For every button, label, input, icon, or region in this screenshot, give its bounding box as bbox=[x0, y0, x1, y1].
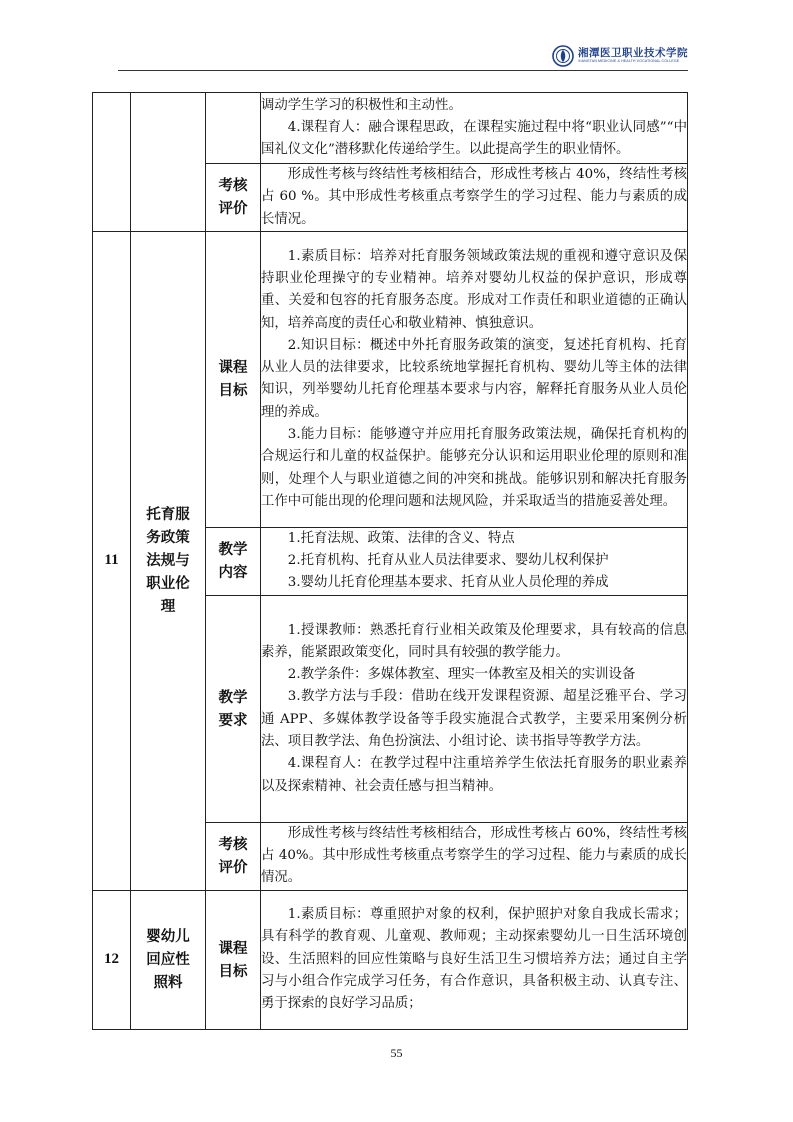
paragraph: 2.教学条件：多媒体教室、理实一体教室及相关的实训设备 bbox=[287, 667, 636, 683]
assessment-text bbox=[261, 164, 688, 232]
paragraph: 2.知识目标：概述中外托育服务政策的演变，复述托育机构、托育从业人员的法律要求，比较系统地掌握托育机构、婴幼儿等主体的法律知识，列举婴幼儿托育伦理基本要求与内容，解释托育服务从业人员伦理的养成。 bbox=[261, 337, 687, 420]
teaching-requirements-label: 教学 要求 bbox=[206, 595, 261, 822]
paragraph: 形成性考核与终结性考核相结合，形成性考核占 60%，终结性考核占 40%。其中形成性考核重点考察学生的学习过程、能力与素质的成长情况。 bbox=[261, 825, 687, 886]
table-row bbox=[93, 890, 688, 1029]
paragraph: 1.素质目标：培养对托育服务领域政策法规的重视和遵守意识及保持职业伦理操守的专业精神。培养对婴幼儿权益的保护意识，形成尊重、关爱和包容的托育服务态度。形成对工作责任和职业道德的正确认知，培养高度的责任心和敬业精神、慎独意识。 bbox=[261, 248, 687, 331]
paragraph: 1.托育法规、政策、法律的含义、特点 bbox=[287, 530, 515, 546]
assessment-text bbox=[261, 822, 688, 890]
course-table bbox=[92, 92, 688, 1030]
header-rule bbox=[118, 70, 688, 71]
paragraph: 3.能力目标：能够遵守并应用托育服务政策法规，确保托育机构的合规运行和儿童的权益保护。能够充分认识和运用职业伦理的原则和准则，处理个人与职业道德之间的冲突和挑战。能够识别和解决托育服务工作中可能出现的伦理问题和法规风险，并采取适当的措施妥善处理。 bbox=[261, 426, 687, 509]
teaching-requirements-continued bbox=[261, 93, 688, 164]
paragraph: 1.素质目标：尊重照护对象的权利，保护照护对象自我成长需求；具有科学的教育观、儿童观、教师观；主动探索婴幼儿一日生活环境创设、生活照料的回应性策略与良好生活卫生习惯培养方法；通过自主学习与小组合作完成学习任务，有合作意识，具备积极主动、认真专注、勇于探索的良好学习品质； bbox=[261, 906, 687, 1012]
course-goals-text bbox=[261, 890, 688, 1029]
college-emblem-icon bbox=[552, 45, 574, 67]
page-number: 55 bbox=[390, 1046, 403, 1060]
assessment-label: 考核 评价 bbox=[206, 822, 261, 890]
paragraph: 4.课程育人：在教学过程中注重培养学生依法托育服务的职业素养以及探索精神、社会责任感与担当精神。 bbox=[261, 756, 687, 794]
paragraph: 调动学生学习的积极性和主动性。 bbox=[261, 97, 462, 113]
assessment-label: 考核 评价 bbox=[206, 164, 261, 232]
paragraph: 3.教学方法与手段：借助在线开发课程资源、超星泛雅平台、学习通 APP、多媒体教学设备等手段实施混合式教学，主要采用案例分析法、项目教学法、角色扮演法、小组讨论、读书指导等教学方法。 bbox=[261, 689, 687, 750]
course-goals-label: 课程 目标 bbox=[206, 890, 261, 1029]
paragraph: 2.托育机构、托育从业人员法律要求、婴幼儿权利保护 bbox=[287, 553, 609, 569]
college-logo bbox=[552, 44, 692, 68]
cell-empty-label bbox=[206, 93, 261, 164]
paragraph: 3.婴幼儿托育伦理基本要求、托育从业人员伦理的养成 bbox=[287, 575, 609, 591]
course-goals-text bbox=[261, 231, 688, 527]
course-number: 11 bbox=[93, 231, 131, 890]
teaching-requirements-text bbox=[261, 595, 688, 822]
teaching-content-label: 教学 内容 bbox=[206, 527, 261, 595]
college-name-cn: 湘潭医卫职业技术学院 bbox=[578, 46, 688, 59]
course-goals-label: 课程 目标 bbox=[206, 231, 261, 527]
table-row bbox=[93, 93, 688, 164]
table-row bbox=[93, 231, 688, 527]
paragraph: 形成性考核与终结性考核相结合，形成性考核占 40%，终结性考核占 60 %。其中形成性考核重点考察学生的学习过程、能力与素质的成长情况。 bbox=[261, 167, 687, 227]
cell-empty-name bbox=[131, 93, 206, 232]
cell-empty-number bbox=[93, 93, 131, 232]
course-name: 婴幼儿 回应性 照料 bbox=[131, 890, 206, 1029]
course-number: 12 bbox=[93, 890, 131, 1029]
paragraph: 1.授课教师：熟悉托育行业相关政策及伦理要求，具有较高的信息素养，能紧跟政策变化，同时具有较强的教学能力。 bbox=[261, 622, 687, 660]
college-name-en: XIANGTAN MEDICINE & HEALTH VOCATIONAL COLLEGE bbox=[578, 59, 680, 64]
course-name: 托育服 务政策 法规与 职业伦 理 bbox=[131, 231, 206, 890]
teaching-content-text bbox=[261, 527, 688, 595]
paragraph: 4.课程育人：融合课程思政，在课程实施过程中将“职业认同感”“中国礼仪文化”潜移默化传递给学生。以此提高学生的职业情怀。 bbox=[261, 119, 687, 158]
